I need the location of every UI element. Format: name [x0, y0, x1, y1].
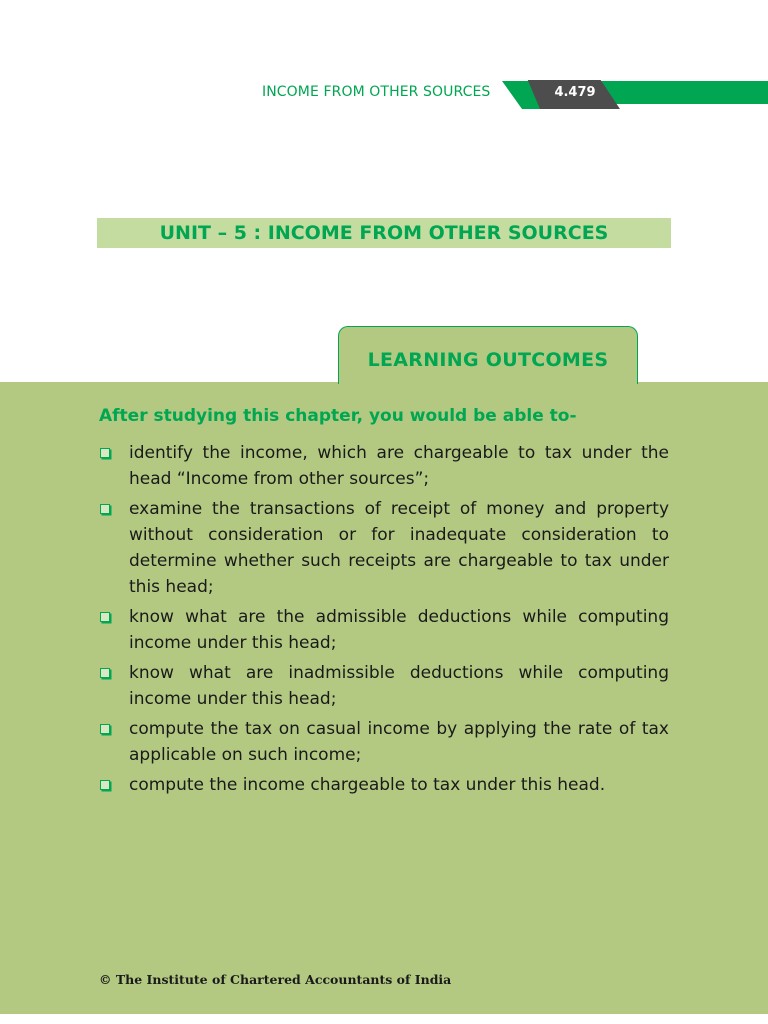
list-item-text: compute the income chargeable to tax under this head.	[129, 775, 606, 795]
learning-outcomes-list	[99, 440, 669, 802]
copyright-footer: © The Institute of Chartered Accountants of India	[99, 972, 452, 987]
list-item-text: compute the tax on casual income by applying the rate of tax applicable on such income;	[129, 719, 669, 765]
running-header-title: INCOME FROM OTHER SOURCES	[262, 84, 491, 100]
square-bullet-icon	[100, 612, 110, 622]
list-item	[99, 660, 669, 712]
learning-outcomes-intro: After studying this chapter, you would be able to-	[99, 406, 577, 426]
learning-outcomes-heading: LEARNING OUTCOMES	[367, 349, 609, 371]
list-item-text: know what are the admissible deductions while computing income under this head;	[129, 607, 669, 653]
square-bullet-icon	[100, 724, 110, 734]
unit-title-bar	[97, 218, 671, 248]
list-item	[99, 772, 669, 798]
square-bullet-icon	[100, 504, 110, 514]
square-bullet-icon	[100, 448, 110, 458]
square-bullet-icon	[100, 780, 110, 790]
learning-outcomes-tab	[338, 326, 638, 384]
list-item	[99, 440, 669, 492]
list-item-text: know what are inadmissible deductions while computing income under this head;	[129, 663, 669, 709]
list-item	[99, 604, 669, 656]
list-item-text: examine the transactions of receipt of money and property without consideration or for inadequate consideration to determine whether such receipts are chargeable to tax under this head;	[129, 499, 669, 597]
list-item	[99, 716, 669, 768]
unit-title: UNIT – 5 : INCOME FROM OTHER SOURCES	[159, 222, 609, 244]
square-bullet-icon	[100, 668, 110, 678]
page-number: 4.479	[554, 85, 596, 100]
list-item-text: identify the income, which are chargeable to tax under the head “Income from other sources”;	[129, 443, 669, 489]
list-item	[99, 496, 669, 600]
